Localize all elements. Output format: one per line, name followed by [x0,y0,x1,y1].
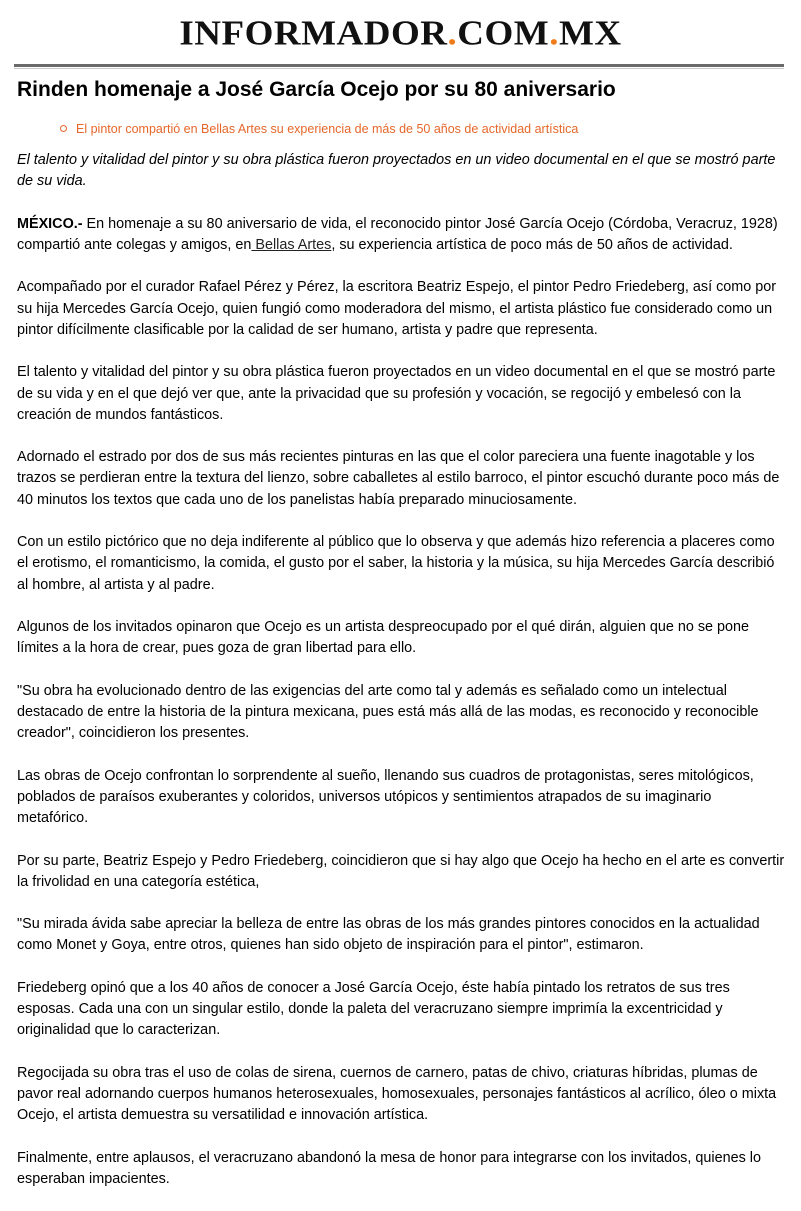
article-headline: Rinden homenaje a José García Ocejo por su 80 aniversario [17,78,616,101]
article-summary-item: El pintor compartió en Bellas Artes su experiencia de más de 50 años de actividad artística [58,120,778,138]
masthead-divider-shadow [14,68,784,69]
article-paragraph: Las obras de Ocejo confrontan lo sorprendente al sueño, llenando sus cuadros de protagonistas, seres mitológicos, poblados de paraísos exuberantes y coloridos, universos utópicos y sentimientos atrapados de su imaginario metafórico. [17,767,754,827]
logo-text-mx: MX [558,14,622,54]
logo-dot: . [447,14,458,54]
site-logo[interactable] [179,15,621,53]
dateline: MÉXICO.- [17,215,83,232]
article-paragraph-1 [17,214,785,256]
masthead-divider [14,64,784,67]
bellas-artes-link[interactable]: Bellas Artes [251,236,332,253]
article-paragraph: Adornado el estrado por dos de sus más recientes pinturas en las que el color pareciera una fuente inagotable y los trazos se perdieran entre la textura del lienzo, sobre caballetes al estilo barroco, el pintor escuchó durante poco más de 40 minutos los textos que cada uno de los panelistas había preparado minuciosamente. [17,449,780,508]
article-body [17,150,785,1211]
article-summary-list [58,120,778,138]
article-paragraph: "Su obra ha evolucionado dentro de las exigencias del arte como tal y además es señalado como un intelectual destacado de entre la historia de la pintura mexicana, pues está más allá de las modas, es reconocido y reconocible creador", coincidieron los presentes. [17,682,759,742]
logo-text-informador: INFORMADOR [179,14,448,54]
article-lead: El talento y vitalidad del pintor y su obra plástica fueron proyectados en un video documental en el que se mostró parte de su vida. [17,152,776,190]
article-paragraph: Friedeberg opinó que a los 40 años de conocer a José García Ocejo, éste había pintado los retratos de sus tres esposas. Cada una con un singular estilo, donde la paleta del veracruzano siempre imprimía la excentricidad y originalidad que lo caracterizan. [17,979,730,1039]
article-paragraph: Acompañado por el curador Rafael Pérez y Pérez, la escritora Beatriz Espejo, el pintor Pedro Friedeberg, así como por su hija Mercedes García Ocejo, quien fungió como moderadora del mismo, el artista plástico fue considerado como un pintor difícilmente clasificable por la calidad de ser humano, artista y padre que representa. [17,279,777,338]
logo-dot-2: . [549,14,559,54]
article-paragraph: Finalmente, entre aplausos, el veracruzano abandonó la mesa de honor para integrarse con los invitados, quienes lo esperaban impacientes. [17,1149,761,1187]
paragraph-1-text-b: , su experiencia artística de poco más de 50 años de actividad. [331,236,733,253]
article-paragraph: Con un estilo pictórico que no deja indiferente al público que lo observa y que además hizo referencia a placeres como el erotismo, el romanticismo, la comida, el gusto por el saber, la historia y la música, su hija Mercedes García describió al hombre, al artista y al padre. [17,534,775,593]
logo-text-com: COM [457,14,550,54]
article-paragraph: "Su mirada ávida sabe apreciar la belleza de entre las obras de los más grandes pintores conocidos en la actualidad como Monet y Goya, entre otros, quienes han sido objeto de inspiración para el pintor", estimaron. [17,916,760,954]
masthead [0,14,801,54]
article-paragraph: Regocijada su obra tras el uso de colas de sirena, cuernos de carnero, patas de chivo, criaturas híbridas, plumas de pavor real adornando cuerpos humanos heterosexuales, homosexuales, personajes fantásticos al acrílico, óleo o mixta Ocejo, el artista demuestra su versatilidad e innovación artística. [17,1064,777,1124]
article-paragraph: El talento y vitalidad del pintor y su obra plástica fueron proyectados en un video documental en el que se mostró parte de su vida y en el que dejó ver que, ante la privacidad que su profesión y vocación, se regocijó y embelesó con la creación de mundos fantásticos. [17,364,776,423]
paragraph-1-text-a: En homenaje a su 80 aniversario de vida, el reconocido pintor José García Ocejo (Córdoba, Veracruz, 1928) compartió ante colegas y amigos, en [17,215,778,253]
article-paragraph: Por su parte, Beatriz Espejo y Pedro Friedeberg, coincidieron que si hay algo que Ocejo ha hecho en el arte es convertir la frivolidad en una categoría estética, [17,852,785,890]
article-paragraph: Algunos de los invitados opinaron que Ocejo es un artista despreocupado por el qué dirán, alguien que no se pone límites a la hora de crear, pues goza de gran libertad para ello. [17,619,750,657]
